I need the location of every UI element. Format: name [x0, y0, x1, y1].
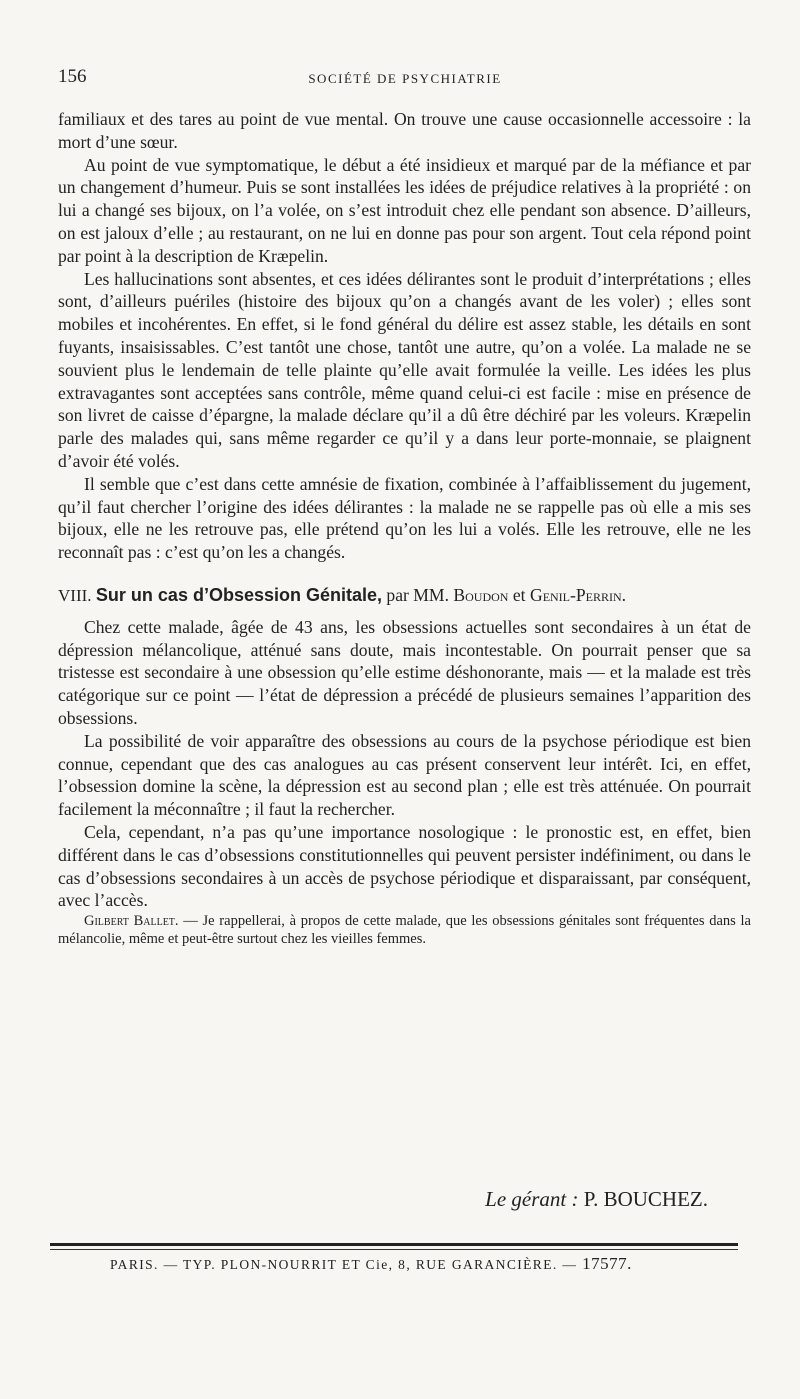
paragraph: Cela, cependant, n’a pas qu’une importance nosologique : le pronostic est, en effet, bien différent dans le cas d’obsessions constitutionnelles qui peuvent persister indéfiniment, ou dans le cas d’obsessions secondaires à un accès de psychose périodique et disparaissant, par conséquent, avec l’accès. — [58, 821, 751, 911]
note-speaker: Gilbert Ballet. — [84, 913, 179, 930]
paragraph: La possibilité de voir apparaître des obsessions au cours de la psychose périodique est bien connue, cependant que des cas analogues au cas présent conservent leur intérêt. Ici, en effet, l’obsession domine la scène, la dépression est au second plan ; elle est très atténuée. On pourrait facilement la méconnaître ; il faut la rechercher. — [58, 730, 751, 820]
byline-conjunction: et — [512, 584, 526, 605]
page-header — [58, 66, 752, 96]
imprint-number: 17577. — [582, 1254, 632, 1273]
paragraph: Il semble que c’est dans cette amnésie de fixation, combinée à l’affaiblissement du jugement, qu’il faut chercher l’origine des idées délirantes : la malade ne se rappelle pas où elle a mis ses bijoux, elle ne les retrouve pas, elle prétend qu’on les lui a volés. Elle les retrouve, elle ne les reconnaît pas : c’est qu’on les a changés. — [58, 473, 751, 563]
paragraph: Chez cette malade, âgée de 43 ans, les obsessions actuelles sont secondaires à un état de dépression mélancolique, atténué sans doute, mais incontestable. On pourrait penser que sa tristesse est secondaire à une obsession qu’elle estime déshonorante, mais — et la malade est très catégorique sur ce point — l’état de dépression a précédé de plusieurs semaines l’apparition des obsessions. — [58, 616, 751, 728]
paragraph: familiaux et des tares au point de vue mental. On trouve une cause occasionnelle accessoire : la mort d’une sœur. — [58, 109, 751, 152]
running-head: SOCIÉTÉ DE PSYCHIATRIE — [308, 71, 502, 86]
signature — [485, 1187, 708, 1212]
discussion-note — [58, 912, 751, 948]
imprint-text: PARIS. — TYP. PLON-NOURRIT ET Cie, 8, RUE GARANCIÈRE. — — [110, 1257, 578, 1272]
note-text: — Je rappellerai, à propos de cette malade, que les obsessions génitales sont fréquentes dans la mélancolie, même et peut-être surtout chez les vieilles femmes. — [58, 913, 751, 948]
text-body — [58, 108, 751, 948]
section-title: Sur un cas d’Obsession Génitale, — [95, 584, 383, 605]
byline-prefix: par MM. — [386, 584, 449, 605]
author-name: Genil-Perrin. — [529, 584, 627, 605]
page-number: 156 — [58, 66, 87, 87]
printer-imprint — [110, 1254, 632, 1274]
signature-role: Le gérant : — [485, 1187, 579, 1211]
footer-rule-thin — [50, 1249, 738, 1250]
signature-name: P. BOUCHEZ. — [583, 1187, 708, 1211]
footer-rule — [50, 1243, 738, 1246]
paragraph: Les hallucinations sont absentes, et ces idées délirantes sont le produit d’interprétations ; elles sont, d’ailleurs puériles (histoire des bijoux qu’on a changés avant de les voler) ; elles sont mobiles et incohérentes. En effet, si le fond général du délire est assez stable, les détails en sont fuyants, insaisissables. C’est tantôt une chose, tantôt une autre, qu’on a volée. La malade ne se souvient plus le lendemain de telle plainte qu’elle avait formulée la veille. Les idées les plus extravagantes sont acceptées sans contrôle, même quand celui-ci est facile : mise en présence de son livret de caisse d’épargne, la malade déclare qu’il a dû être déchiré par les voleurs. Kræpelin parle des malades qui, sans même regarder ce qu’il y a dans leur porte-monnaie, se plaignent d’avoir été volés. — [58, 268, 751, 471]
section-number: VIII. — [58, 585, 92, 605]
author-name: Boudon — [453, 584, 509, 605]
section-heading — [58, 584, 751, 608]
paragraph: Au point de vue symptomatique, le début a été insidieux et marqué par de la méfiance et par un changement d’humeur. Puis se sont installées les idées de préjudice relatives à la propriété : on lui a changé ses bijoux, on l’a volée, on s’est introduit chez elle pendant son absence. D’ailleurs, on est jaloux d’elle ; au restaurant, on ne lui en donne pas pour son argent. Tout cela répond point par point à la description de Kræpelin. — [58, 154, 751, 266]
